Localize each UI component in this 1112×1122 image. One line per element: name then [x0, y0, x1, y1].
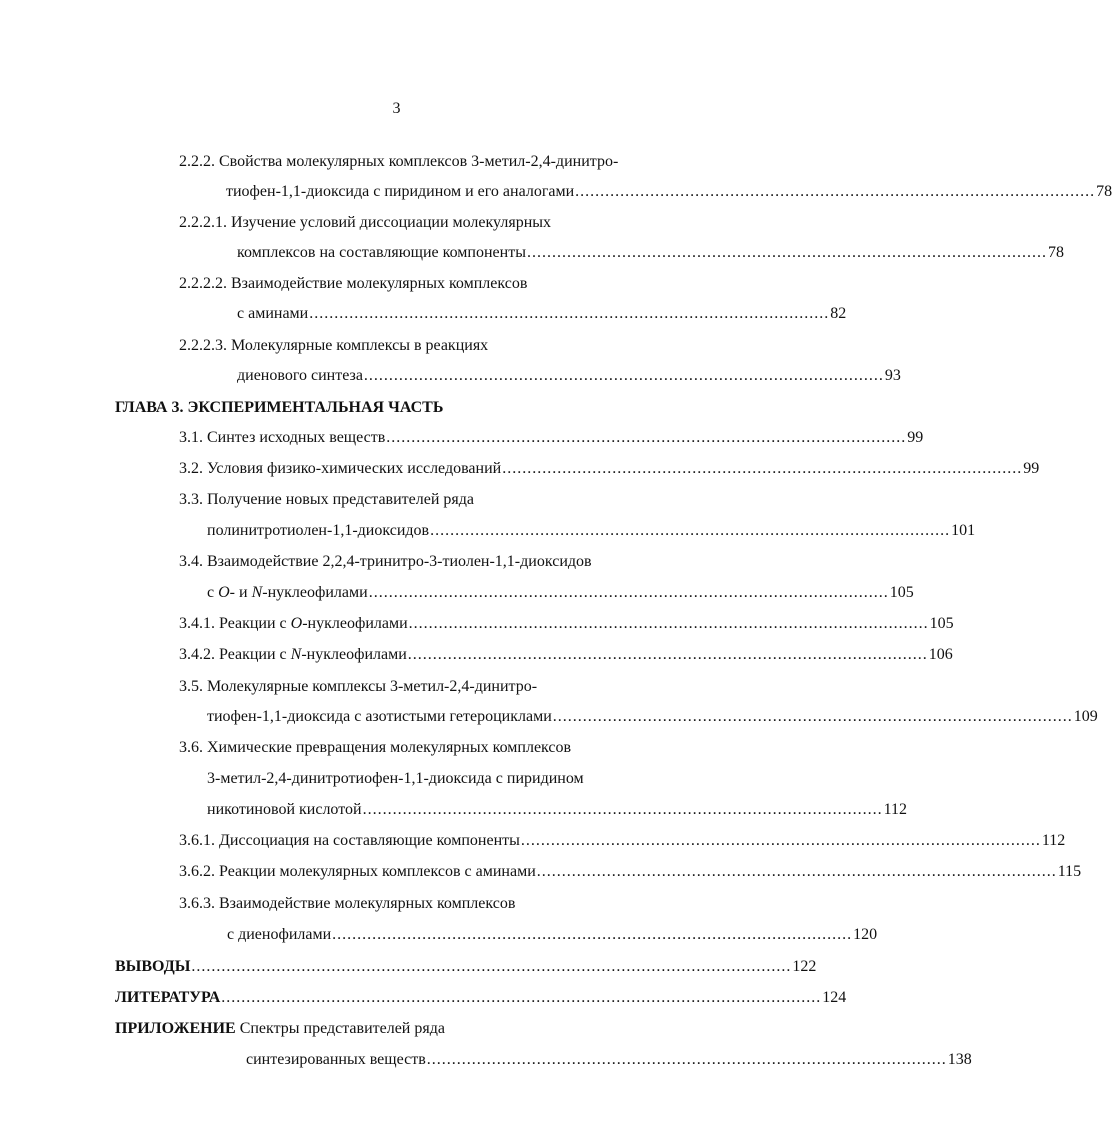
toc-entry-text: 3.6.1. Диссоциация на составляющие компоненты: [179, 832, 520, 849]
toc-entry-page: 124: [822, 989, 847, 1006]
italic-letter-n: N: [290, 646, 302, 663]
toc-entry-text: тиофен-1,1-диоксида с азотистыми гетероциклами: [207, 708, 552, 725]
toc-entry-text: никотиновой кислотой: [207, 801, 362, 818]
toc-entry-text: тиофен-1,1-диоксида с пиридином и его аналогами: [226, 183, 575, 200]
toc-entry-appendix: [246, 1050, 972, 1070]
leader-dots: ........................................................................................................: [362, 801, 883, 818]
text-fragment: -нуклеофилами: [302, 615, 408, 632]
italic-letter-o: O: [218, 584, 230, 601]
toc-entry-3-6-line1: 3.6. Химические превращения молекулярных комплексов: [179, 739, 572, 756]
toc-entry-text: ВЫВОДЫ: [115, 958, 191, 975]
toc-entry-page: 78: [1047, 244, 1064, 261]
leader-dots: ........................................................................................................: [502, 460, 1023, 477]
toc-entry-text: 3.1. Синтез исходных веществ: [179, 429, 386, 446]
toc-entry-appendix-line1: [115, 1019, 445, 1039]
toc-entry-3-1: [179, 428, 924, 448]
toc-entry-text: 3.6.2. Реакции молекулярных комплексов с аминами: [179, 863, 536, 880]
toc-entry-page: 122: [792, 958, 817, 975]
toc-entry-text: синтезированных веществ: [246, 1051, 426, 1068]
toc-entry-page: 106: [928, 646, 953, 663]
toc-entry-3-4-line1: 3.4. Взаимодействие 2,2,4-тринитро-3-тиолен-1,1-диоксидов: [179, 553, 592, 570]
toc-entry-3-3: [207, 521, 976, 541]
leader-dots: ........................................................................................................: [520, 832, 1041, 849]
toc-entry-3-4: [207, 583, 914, 603]
text-fragment: 3.4.1. Реакции с: [179, 615, 291, 632]
toc-entry-3-6: [207, 800, 907, 820]
toc-entry-text: [179, 645, 407, 665]
toc-entry-2-2-2-2-line1: 2.2.2.2. Взаимодействие молекулярных комплексов: [179, 275, 528, 292]
toc-entry-3-5-line1: 3.5. Молекулярные комплексы 3-метил-2,4-динитро-: [179, 678, 538, 695]
toc-entry-page: 112: [1041, 832, 1066, 849]
toc-entry-page: 93: [884, 367, 901, 384]
page-number: 3: [392, 100, 401, 117]
toc-entry-2-2-2-1-line1: 2.2.2.1. Изучение условий диссоциации молекулярных: [179, 214, 551, 231]
text-fragment: -нуклеофилами: [301, 646, 407, 663]
leader-dots: ........................................................................................................: [408, 615, 929, 632]
toc-entry-page: 112: [883, 801, 907, 818]
toc-entry-2-2-2-line1: 2.2.2. Свойства молекулярных комплексов 3-метил-2,4-динитро-: [179, 153, 619, 170]
toc-entry-page: 101: [951, 522, 976, 539]
appendix-label: ПРИЛОЖЕНИЕ: [115, 1020, 236, 1037]
toc-entry-page: 99: [907, 429, 924, 446]
leader-dots: ........................................................................................................................: [191, 958, 792, 975]
leader-dots: ........................................................................................................: [430, 522, 951, 539]
leader-dots: ........................................................................................................: [575, 183, 1096, 200]
toc-entry-3-4-2: [179, 645, 953, 665]
toc-entry-2-2-2-3: [237, 366, 901, 386]
toc-entry-text: 3.2. Условия физико-химических исследований: [179, 460, 502, 477]
appendix-text: Спектры представителей ряда: [235, 1020, 445, 1037]
toc-entry-page: 109: [1073, 708, 1098, 725]
toc-entry-text: с диенофилами: [227, 926, 332, 943]
leader-dots: ........................................................................................................: [332, 926, 853, 943]
leader-dots: ........................................................................................................: [309, 305, 830, 322]
toc-entry-text: ЛИТЕРАТУРА: [115, 989, 221, 1006]
leader-dots: ........................................................................................................: [363, 367, 884, 384]
toc-entry-text: полинитротиолен-1,1-диоксидов: [207, 522, 430, 539]
leader-dots: ........................................................................................................: [368, 584, 889, 601]
toc-entry-3-6-1: [179, 831, 1066, 851]
toc-entry-page: 138: [947, 1051, 972, 1068]
toc-entry-2-2-2-2: [237, 304, 847, 324]
toc-entry-conclusions: [115, 957, 817, 977]
toc-entry-3-6-line2: 3-метил-2,4-динитротиофен-1,1-диоксида с пиридином: [207, 770, 584, 787]
text-fragment: 3.4.2. Реакции с: [179, 646, 291, 663]
text-fragment: с: [207, 584, 219, 601]
text-fragment: -нуклеофилами: [262, 584, 368, 601]
toc-entry-page: 120: [853, 926, 878, 943]
toc-entry-page: 105: [889, 584, 914, 601]
toc-entry-text: диенового синтеза: [237, 367, 363, 384]
toc-entry-3-6-2: [179, 862, 1082, 882]
leader-dots: ........................................................................................................: [526, 244, 1047, 261]
toc-entry-3-4-1: [179, 614, 954, 634]
toc-entry-page: 82: [830, 305, 847, 322]
leader-dots: ........................................................................................................: [552, 708, 1073, 725]
leader-dots: ........................................................................................................: [536, 863, 1057, 880]
italic-letter-o: O: [290, 615, 303, 632]
toc-entry-3-3-line1: 3.3. Получение новых представителей ряда: [179, 491, 475, 508]
toc-entry-3-6-3: [227, 925, 878, 945]
toc-entry-text: комплексов на составляющие компоненты: [237, 244, 526, 261]
leader-dots: ........................................................................................................: [386, 429, 907, 446]
text-fragment: - и: [229, 584, 252, 601]
toc-entry-3-2: [179, 459, 1040, 479]
toc-entry-text: [179, 614, 408, 634]
toc-entry-3-6-3-line1: 3.6.3. Взаимодействие молекулярных комплексов: [179, 895, 516, 912]
toc-entry-page: 99: [1023, 460, 1040, 477]
chapter-heading: ГЛАВА 3. ЭКСПЕРИМЕНТАЛЬНАЯ ЧАСТЬ: [115, 399, 444, 416]
toc-entry-page: 115: [1057, 863, 1082, 880]
toc-entry-page: 105: [929, 615, 954, 632]
leader-dots: ........................................................................................................................: [221, 989, 822, 1006]
leader-dots: ........................................................................................................: [407, 646, 928, 663]
toc-entry-2-2-2-3-line1: 2.2.2.3. Молекулярные комплексы в реакциях: [179, 337, 489, 354]
toc-entry-text: с аминами: [237, 305, 309, 322]
toc-entry-3-5: [207, 707, 1098, 727]
toc-entry-2-2-2-1: [237, 243, 1064, 263]
italic-letter-n: N: [251, 584, 263, 601]
toc-entry-2-2-2: [226, 182, 1112, 202]
toc-entry-page: 78: [1096, 183, 1112, 200]
toc-entry-text: [207, 583, 368, 603]
toc-entry-literature: [115, 988, 847, 1008]
leader-dots: ........................................................................................................: [426, 1051, 947, 1068]
